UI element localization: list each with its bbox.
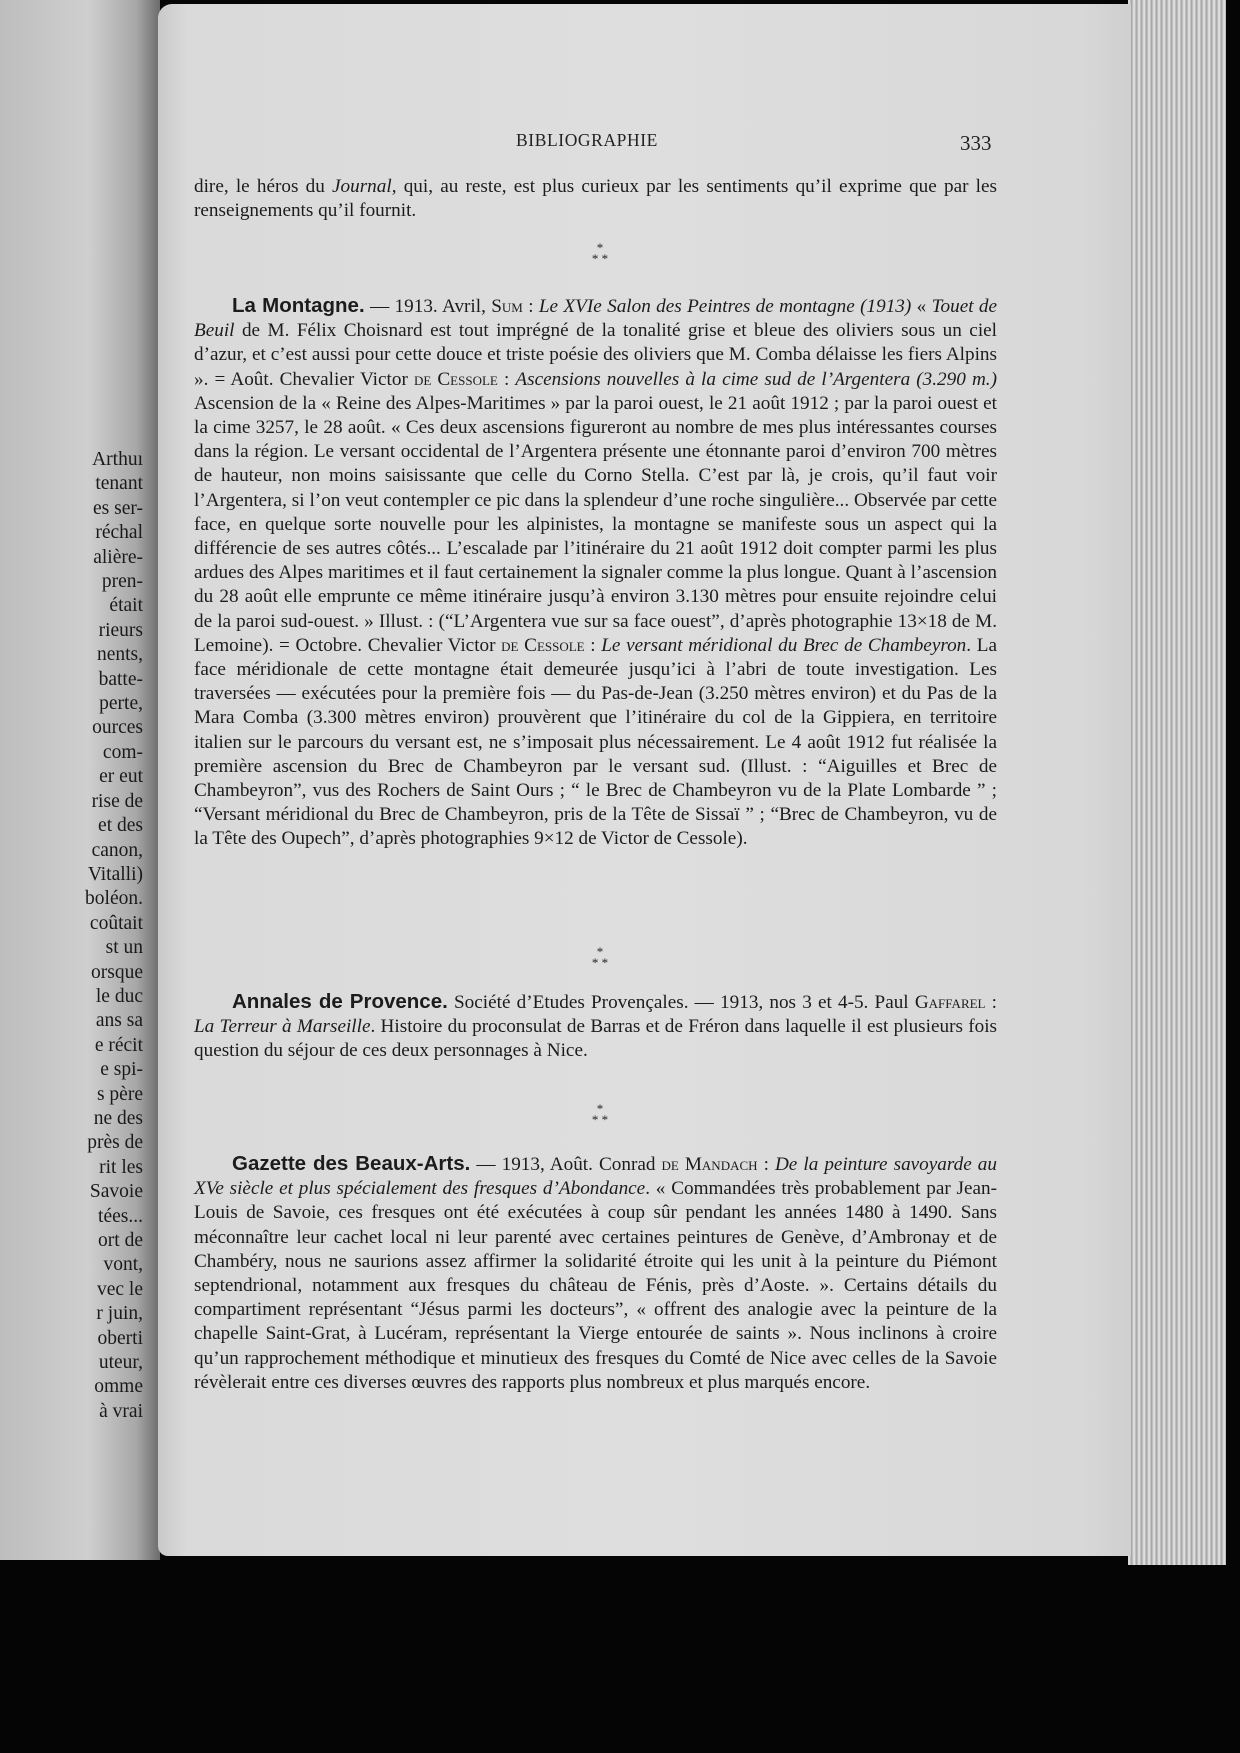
previous-page-text: [0, 448, 160, 1424]
asterism-divider: [570, 1103, 630, 1125]
previous-page-line: près de: [87, 1132, 143, 1154]
text-run: — 1913, Août. Conrad: [470, 1154, 662, 1175]
previous-page-line: e récit: [94, 1034, 143, 1056]
asterism-top: *: [596, 1101, 604, 1116]
previous-page-line: oberti: [97, 1327, 143, 1349]
previous-page-line: Savoie: [89, 1181, 143, 1203]
article-title: Le versant méridional du Brec de Chambeyron: [601, 634, 967, 656]
author-name: de Cessole: [501, 634, 585, 656]
previous-page-line: à vrai: [99, 1400, 143, 1422]
previous-page-line: perte,: [99, 693, 143, 715]
page-edges: [1128, 0, 1226, 1565]
previous-page-line: ans sa: [95, 1010, 143, 1032]
article-title: De la peinture savoyarde au XVe siècle et plus spécialement des fresques d’Abondance: [194, 1154, 997, 1200]
author-name: de Mandach: [661, 1154, 758, 1175]
asterism-top: *: [596, 944, 604, 959]
previous-page-line: rise de: [91, 790, 143, 812]
artwork-title: Touet de Beuil: [194, 296, 997, 342]
text-run: :: [522, 296, 539, 317]
text-run: dire, le héros du: [194, 176, 332, 197]
italic-run: Journal: [332, 176, 392, 197]
previous-page-line: nents,: [96, 644, 143, 666]
previous-page-line: vont,: [103, 1254, 143, 1276]
intro-paragraph: [194, 175, 997, 223]
asterism-divider: [570, 242, 630, 264]
previous-page-line: canon,: [91, 839, 143, 861]
previous-page-line: et des: [98, 815, 143, 837]
running-head: BIBLIOGRAPHIE: [516, 130, 658, 150]
asterism-bottom: * *: [591, 1112, 609, 1127]
previous-page-line: pren-: [101, 571, 143, 593]
entry-title: Annales de Provence.: [232, 990, 448, 1013]
entry-title: Gazette des Beaux-Arts.: [232, 1152, 471, 1175]
entry-annales-de-provence: [194, 990, 997, 1064]
previous-page-line: coûtait: [89, 912, 143, 934]
previous-page-line: tenant: [95, 473, 143, 495]
previous-page-line: vec le: [96, 1278, 143, 1300]
previous-page-line: ources: [92, 717, 143, 739]
previous-page-line: était: [109, 595, 143, 617]
asterism-divider: [570, 946, 630, 968]
text-run: — 1913. Avril,: [364, 296, 492, 317]
asterism-bottom: * *: [591, 955, 609, 970]
text-run: de M. Félix Choisnard est tout imprégné de la tonalité grise et bleue des oliviers sous un ciel d’azur, et c’est aussi pour cette douce et triste poésie des oliviers que M. Comba délaisse les fiers Alpins ». = Août. Chevalier Victor: [194, 320, 997, 390]
entry-la-montagne: [194, 294, 997, 852]
previous-page-line: batte-: [98, 668, 143, 690]
previous-page-line: s père: [96, 1083, 143, 1105]
previous-page-line: com-: [102, 741, 143, 763]
article-title: Le XVIe Salon des Peintres de montagne (1913): [538, 296, 912, 317]
entry-gazette-des-beaux-arts: [194, 1152, 997, 1395]
previous-page-line: r juin,: [96, 1303, 143, 1325]
text-run: . « Commandées très probablement par Jean-Louis de Savoie, ces fresques ont été exécutées à coup sûr pendant les années 1480 à 1490. Sans méconnaître leur cachet local ni leur parenté avec certaines peintures de Genève, d’Ambronay et de Chambéry, nous ne saurions assez affirmer la solidarité étroite qui les unit à la peinture du Piémont septendrional, notamment aux fresques du château de Fénis, près d’Aoste. ». Certains détails du compartiment représentant “Jésus parmi les docteurs”, « offrent des analogie avec la peinture de la chapelle Saint-Grat, à Lucéram, représentant la Vierge entourée de saints ». Nous inclinons à croire qu’un rapprochement méthodique et minutieux des fresques du Comté de Nice avec celles de la Savoie révèlerait entre ces diverses œuvres des rapports plus nombreux et plus marqués encore.: [194, 1178, 997, 1393]
previous-page-line: Vitalli): [87, 863, 143, 885]
previous-page-line: ne des: [93, 1107, 143, 1129]
text-run: , qui, au reste, est plus curieux par les sentiments qu’il exprime que par les renseignements qu’il fournit.: [194, 176, 997, 222]
text-run: :: [497, 368, 516, 390]
previous-page-line: réchal: [95, 522, 143, 544]
text-run: :: [757, 1154, 775, 1175]
page-number: 333: [960, 131, 992, 155]
author-name: Gaffarel: [914, 992, 986, 1013]
previous-page-line: e spi-: [100, 1059, 143, 1081]
asterism-bottom: * *: [591, 251, 609, 266]
previous-page-line: uteur,: [98, 1352, 143, 1374]
asterism-top: *: [596, 240, 604, 255]
text-run: :: [985, 992, 998, 1013]
previous-page: [0, 0, 160, 1560]
previous-page-line: orsque: [91, 961, 143, 983]
article-title: La Terreur à Marseille: [194, 1016, 371, 1038]
text-run: . La face méridionale de cette montagne était demeurée jusqu’ici à l’abri de toute investigation. Les traversées — exécutées pour la première fois — du Pas-de-Jean (3.250 mètres environ) et du Pas de la Mara Comba (3.300 mètres environ) prouvèrent que l’itinéraire du col de la Gippiera, en territoire italien sur le parcours du versant est, ne s’imposait plus nécessairement. Le 4 août 1912 fut réalisée la première ascension du Brec de Chambeyron par le versant sud. (Illust. : “Aiguilles et Brec de Chambeyron”, vus des Rochers de Saint Ours ; “ le Brec de Chambeyron vu de la Plate Lombarde ” ; “Versant méridional du Brec de Chambeyron, pris de la Tête de Sissaï ” ; “Brec de Chambeyron, vu de la Tête des Oupech”, d’après photographies 9×12 de Victor de Cessole).: [194, 634, 997, 850]
previous-page-line: es ser-: [93, 497, 143, 519]
previous-page-line: tées...: [98, 1205, 143, 1227]
article-title: Ascensions nouvelles à la cime sud de l’Argentera (3.290 m.): [515, 368, 997, 390]
previous-page-line: alière-: [93, 546, 143, 568]
previous-page-line: st un: [105, 937, 143, 959]
text-run: :: [584, 634, 602, 656]
previous-page-line: boléon.: [85, 888, 143, 910]
previous-page-line: Arthuı: [92, 449, 143, 470]
text-run: Ascension de la « Reine des Alpes-Maritimes » par la paroi ouest, le 21 août 1912 ; par la paroi ouest et la cime 3257, le 28 août. « Ces deux ascensions figureront au nombre de mes plus intéressantes courses dans la région. Le versant occidental de l’Argentera présente une étonnante paroi d’environ 700 mètres de hauteur, non moins saisissante que celle du Corno Stella. C’est par là, je crois, qu’il faut voir l’Argentera, si l’on veut contempler ce pic dans la splendeur d’une roche singulière... Observée par cette face, en quelque sorte nouvelle pour les alpinistes, la montagne se manifeste sous un aspect qui la différencie de ses autres côtés... L’escalade par l’itinéraire du 21 août 1912 doit compter parmi les plus ardues des Alpes maritimes et il faut certainement la signaler comme la plus longue. Quant à l’ascension du 28 août elle emprunte ce même itinéraire jusqu’à environ 3.130 mètres pour ensuite rejoindre celui de la paroi sud-ouest. » Illust. : (“L’Argentera vue sur sa face ouest”, d’après photographie 13×18 de M. Lemoine). = Octobre. Chevalier Victor: [194, 392, 997, 656]
text-run: . Histoire du proconsulat de Barras et de Fréron dans laquelle il est plusieurs fois question du séjour de ces deux personnages à Nice.: [194, 1016, 997, 1062]
text-run: «: [911, 296, 932, 317]
entry-title: La Montagne.: [232, 294, 365, 317]
text-run: Société d’Etudes Provençales. — 1913, nos 3 et 4-5. Paul: [447, 992, 915, 1013]
author-name: Sum: [491, 296, 523, 317]
previous-page-line: rieurs: [98, 619, 143, 641]
previous-page-line: le duc: [95, 985, 143, 1007]
previous-page-line: rit les: [99, 1156, 143, 1178]
previous-page-line: omme: [94, 1376, 143, 1398]
previous-page-line: ort de: [98, 1230, 143, 1251]
previous-page-line: er eut: [99, 766, 143, 788]
author-name: de Cessole: [413, 368, 498, 390]
